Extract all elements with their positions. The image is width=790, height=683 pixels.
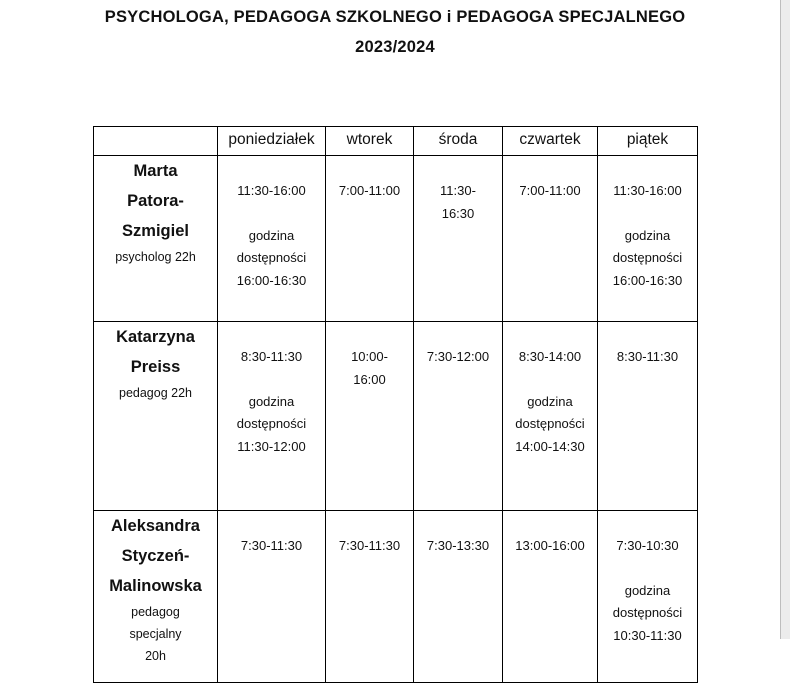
schedule-cell: 13:00-16:00 [503, 511, 598, 683]
schedule-cell: 8:30-11:30 godzina dostępności 11:30-12:00 [218, 322, 326, 511]
schedule-cell: 7:30-10:30 godzina dostępności 10:30-11:30 [598, 511, 698, 683]
person-name: Marta Patora- Szmigiel [122, 162, 189, 240]
schedule-cell: 8:30-11:30 [598, 322, 698, 511]
document-title-line-2: 2023/2024 [355, 38, 435, 56]
schedule-cell: 7:30-11:30 [218, 511, 326, 683]
header-corner [94, 127, 218, 156]
schedule-cell: 11:30-16:00 godzina dostępności 16:00-16:30 [218, 156, 326, 322]
person-cell [94, 511, 218, 683]
column-header-wednesday: środa [414, 127, 503, 156]
schedule-cell: 7:00-11:00 [326, 156, 414, 322]
person-name: Katarzyna Preiss [116, 328, 195, 376]
table-header-row [94, 127, 698, 156]
person-cell [94, 156, 218, 322]
page-edge [780, 0, 790, 639]
person-role: psycholog 22h [115, 250, 196, 264]
table-row [94, 322, 698, 511]
column-header-friday: piątek [598, 127, 698, 156]
schedule-cell: 11:30-16:00 godzina dostępności 16:00-16:30 [598, 156, 698, 322]
schedule-cell: 7:30-12:00 [414, 322, 503, 511]
schedule-cell: 8:30-14:00 godzina dostępności 14:00-14:30 [503, 322, 598, 511]
table-row [94, 511, 698, 683]
person-role: pedagog 22h [119, 386, 192, 400]
schedule-cell: 7:00-11:00 [503, 156, 598, 322]
table-row [94, 156, 698, 322]
schedule-table [93, 126, 698, 683]
document-title-line-1: PSYCHOLOGA, PEDAGOGA SZKOLNEGO i PEDAGOGA SPECJALNEGO [104, 8, 686, 26]
schedule-cell: 7:30-13:30 [414, 511, 503, 683]
column-header-tuesday: wtorek [326, 127, 414, 156]
column-header-monday: poniedziałek [218, 127, 326, 156]
person-role: pedagog specjalny 20h [129, 605, 182, 663]
person-name: Aleksandra Styczeń- Malinowska [109, 517, 202, 595]
person-cell [94, 322, 218, 511]
schedule-cell: 10:00- 16:00 [326, 322, 414, 511]
schedule-cell: 7:30-11:30 [326, 511, 414, 683]
schedule-cell: 11:30- 16:30 [414, 156, 503, 322]
column-header-thursday: czwartek [503, 127, 598, 156]
